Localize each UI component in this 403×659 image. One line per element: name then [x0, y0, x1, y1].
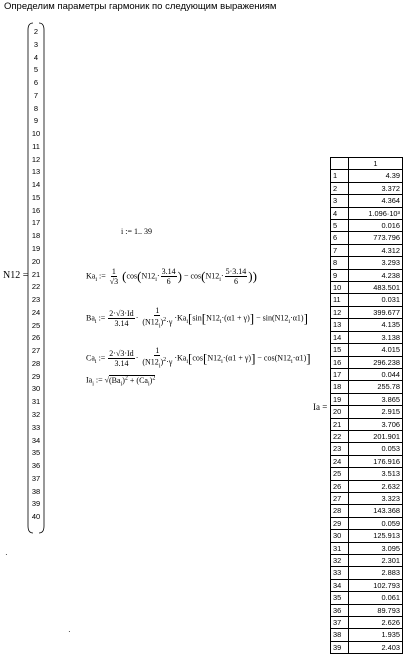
row-index: 33	[331, 567, 349, 579]
row-index: 28	[331, 505, 349, 517]
row-value[interactable]: 102.793	[348, 579, 402, 591]
row-index: 9	[331, 269, 349, 281]
row-value[interactable]: 1.935	[348, 629, 402, 641]
row-value[interactable]: 4.312	[348, 244, 402, 256]
row-value[interactable]: 2.632	[348, 480, 402, 492]
table-row	[331, 368, 403, 380]
row-value[interactable]: 0.059	[348, 517, 402, 529]
row-index: 4	[331, 207, 349, 219]
row-value[interactable]: 0.044	[348, 368, 402, 380]
row-index: 34	[331, 579, 349, 591]
row-value[interactable]: 3.865	[348, 393, 402, 405]
n12-value: 31	[31, 397, 41, 407]
row-index: 36	[331, 604, 349, 616]
table-row	[331, 555, 403, 567]
table-row	[331, 319, 403, 331]
n12-value: 13	[31, 167, 41, 177]
row-index: 14	[331, 331, 349, 343]
n12-value: 19	[31, 244, 41, 254]
table-row	[331, 567, 403, 579]
row-value[interactable]: 3.138	[348, 331, 402, 343]
table-corner	[331, 158, 349, 170]
n12-value: 37	[31, 473, 41, 483]
row-index: 15	[331, 344, 349, 356]
table-row	[331, 170, 403, 182]
table-row	[331, 232, 403, 244]
row-value[interactable]: 201.901	[348, 430, 402, 442]
n12-value: 12	[31, 154, 41, 164]
n12-value: 35	[31, 448, 41, 458]
row-index: 35	[331, 592, 349, 604]
row-value[interactable]: 255.78	[348, 381, 402, 393]
table-row	[331, 629, 403, 641]
row-value[interactable]: 3.706	[348, 418, 402, 430]
table-row	[331, 381, 403, 393]
n12-value: 6	[33, 78, 39, 88]
stray-mark: ·	[68, 627, 71, 636]
row-index: 31	[331, 542, 349, 554]
row-value[interactable]: 2.883	[348, 567, 402, 579]
table-row	[331, 517, 403, 529]
row-index: 27	[331, 492, 349, 504]
row-value[interactable]: 3.513	[348, 468, 402, 480]
row-value[interactable]: 2.915	[348, 406, 402, 418]
table-row	[331, 182, 403, 194]
row-index: 3	[331, 195, 349, 207]
table-row	[331, 269, 403, 281]
row-value[interactable]: 3.372	[348, 182, 402, 194]
n12-value: 8	[33, 103, 39, 113]
row-index: 20	[331, 406, 349, 418]
n12-value: 10	[31, 129, 41, 139]
row-index: 29	[331, 517, 349, 529]
row-index: 19	[331, 393, 349, 405]
table-row	[331, 505, 403, 517]
n12-value: 30	[31, 384, 41, 394]
n12-value: 5	[33, 65, 39, 75]
row-index: 37	[331, 617, 349, 629]
ba-lhs: Ba	[86, 313, 95, 323]
row-value[interactable]: 2.301	[348, 555, 402, 567]
table-row	[331, 393, 403, 405]
row-index: 7	[331, 244, 349, 256]
row-index: 8	[331, 257, 349, 269]
n12-value: 33	[31, 422, 41, 432]
row-value[interactable]: 0.031	[348, 294, 402, 306]
row-index: 26	[331, 480, 349, 492]
table-row	[331, 257, 403, 269]
n12-value: 20	[31, 256, 41, 266]
n12-value: 2	[33, 27, 39, 36]
n12-value: 23	[31, 295, 41, 305]
table-row	[331, 492, 403, 504]
ca-lhs: Ca	[86, 353, 95, 363]
table-row	[331, 356, 403, 368]
table-row	[331, 455, 403, 467]
row-value[interactable]: 773.796	[348, 232, 402, 244]
row-value[interactable]: 125.913	[348, 530, 402, 542]
column-header: 1	[348, 158, 402, 170]
ia-label: Ia =	[313, 402, 328, 412]
n12-value: 7	[33, 90, 39, 100]
row-value[interactable]: 0.053	[348, 443, 402, 455]
table-row	[331, 220, 403, 232]
row-value[interactable]: 4.135	[348, 319, 402, 331]
n12-value: 36	[31, 461, 41, 471]
row-index: 2	[331, 182, 349, 194]
row-index: 13	[331, 319, 349, 331]
n12-value: 38	[31, 486, 41, 496]
row-index: 12	[331, 306, 349, 318]
row-value[interactable]: 4.364	[348, 195, 402, 207]
table-row	[331, 331, 403, 343]
row-value[interactable]: 1.096·10³	[348, 207, 402, 219]
row-index: 6	[331, 232, 349, 244]
n12-value: 15	[31, 192, 41, 202]
row-value[interactable]: 3.095	[348, 542, 402, 554]
row-index: 16	[331, 356, 349, 368]
table-row	[331, 480, 403, 492]
table-row	[331, 592, 403, 604]
row-value[interactable]: 2.403	[348, 641, 402, 653]
n12-value: 28	[31, 358, 41, 368]
table-row	[331, 530, 403, 542]
table-row	[331, 244, 403, 256]
row-index: 24	[331, 455, 349, 467]
row-index: 5	[331, 220, 349, 232]
n12-value: 40	[31, 512, 41, 522]
ba-formula[interactable]: $Ba_i$ := $\frac{2\cdot√3\cdot Id}{3.14}$ · $\frac{1}{(N12_i)^2\cdot\gamma}$ $\cdot Ka_i[\sin[N12_i\cdot(\alpha 1 + \gamma)] - \sin(N12_i\cdot\alpha 1)]$	[86, 306, 308, 330]
n12-value: 32	[31, 409, 41, 419]
n12-value: 24	[31, 307, 41, 317]
row-value[interactable]: 143.368	[348, 505, 402, 517]
row-index: 25	[331, 468, 349, 480]
row-value[interactable]: 3.323	[348, 492, 402, 504]
row-index: 1	[331, 170, 349, 182]
n12-value: 4	[33, 52, 39, 62]
row-index: 22	[331, 430, 349, 442]
n12-value: 9	[33, 116, 39, 126]
row-index: 21	[331, 418, 349, 430]
n12-values	[27, 26, 45, 524]
table-row	[331, 406, 403, 418]
ia-formula[interactable]: $Ia_i$ := $√(Ba_i)^2 + (Ca_i)^2$	[86, 375, 156, 388]
row-value[interactable]: 0.016	[348, 220, 402, 232]
row-value[interactable]: 399.677	[348, 306, 402, 318]
n12-value: 16	[31, 205, 41, 215]
table-row	[331, 195, 403, 207]
section-heading: Определим параметры гармоник по следующим выражениям	[4, 1, 277, 12]
table-row	[331, 542, 403, 554]
row-index: 39	[331, 641, 349, 653]
table-row	[331, 443, 403, 455]
row-value[interactable]: 89.793	[348, 604, 402, 616]
row-value[interactable]: 176.916	[348, 455, 402, 467]
n12-label: N12 =	[3, 270, 29, 281]
ca-formula[interactable]: $Ca_i$ := $\frac{2\cdot√3\cdot Id}{3.14}$ · $\frac{1}{(N12_i)^2\cdot\gamma}$ $\cdot Ka_i[\cos[N12_i\cdot(\alpha 1 + \gamma)] - \cos(N12_i\cdot\alpha 1)]$	[86, 346, 311, 370]
range-definition[interactable]: i := 1.. 39	[121, 227, 152, 236]
table-row	[331, 641, 403, 653]
n12-value: 22	[31, 282, 41, 292]
table-row	[331, 604, 403, 616]
table-row	[331, 294, 403, 306]
row-index: 10	[331, 282, 349, 294]
row-value[interactable]: 4.015	[348, 344, 402, 356]
n12-value: 14	[31, 180, 41, 190]
row-value[interactable]: 4.238	[348, 269, 402, 281]
table-row	[331, 617, 403, 629]
n12-value: 3	[33, 39, 39, 49]
row-index: 11	[331, 294, 349, 306]
n12-value: 25	[31, 320, 41, 330]
table-row	[331, 579, 403, 591]
n12-value: 21	[31, 269, 41, 279]
table-row	[331, 418, 403, 430]
n12-value: 17	[31, 218, 41, 228]
table-row	[331, 282, 403, 294]
n12-value: 26	[31, 333, 41, 343]
row-value[interactable]: 0.061	[348, 592, 402, 604]
table-row	[331, 430, 403, 442]
table-row	[331, 344, 403, 356]
row-value[interactable]: 4.39	[348, 170, 402, 182]
n12-value: 29	[31, 371, 41, 381]
row-value[interactable]: 296.238	[348, 356, 402, 368]
row-index: 30	[331, 530, 349, 542]
row-value[interactable]: 2.626	[348, 617, 402, 629]
row-index: 32	[331, 555, 349, 567]
n12-value: 18	[31, 231, 41, 241]
table-row	[331, 468, 403, 480]
table-row	[331, 207, 403, 219]
n12-value: 34	[31, 435, 41, 445]
stray-mark: ·	[5, 550, 8, 559]
row-index: 38	[331, 629, 349, 641]
ka-lhs: Ka	[86, 271, 96, 281]
n12-value: 39	[31, 499, 41, 509]
n12-value: 11	[32, 141, 40, 151]
row-index: 17	[331, 368, 349, 380]
ia-lhs: Ia	[86, 375, 93, 385]
row-value[interactable]: 483.501	[348, 282, 402, 294]
ka-formula[interactable]: $Ka_i$ := $\frac{1}{√3}$ ($\cos(N12_i\cdot$ $\frac{3.14}{6}$ ) − $\cos(N12_i\cdot$ $\frac{5\cdot 3.14}{6}$ ))	[86, 267, 257, 286]
n12-value: 27	[31, 346, 41, 356]
table-row	[331, 306, 403, 318]
row-value[interactable]: 3.293	[348, 257, 402, 269]
row-index: 23	[331, 443, 349, 455]
row-index: 18	[331, 381, 349, 393]
n12-vector[interactable]	[27, 22, 45, 534]
ia-result-table[interactable]	[330, 157, 403, 654]
